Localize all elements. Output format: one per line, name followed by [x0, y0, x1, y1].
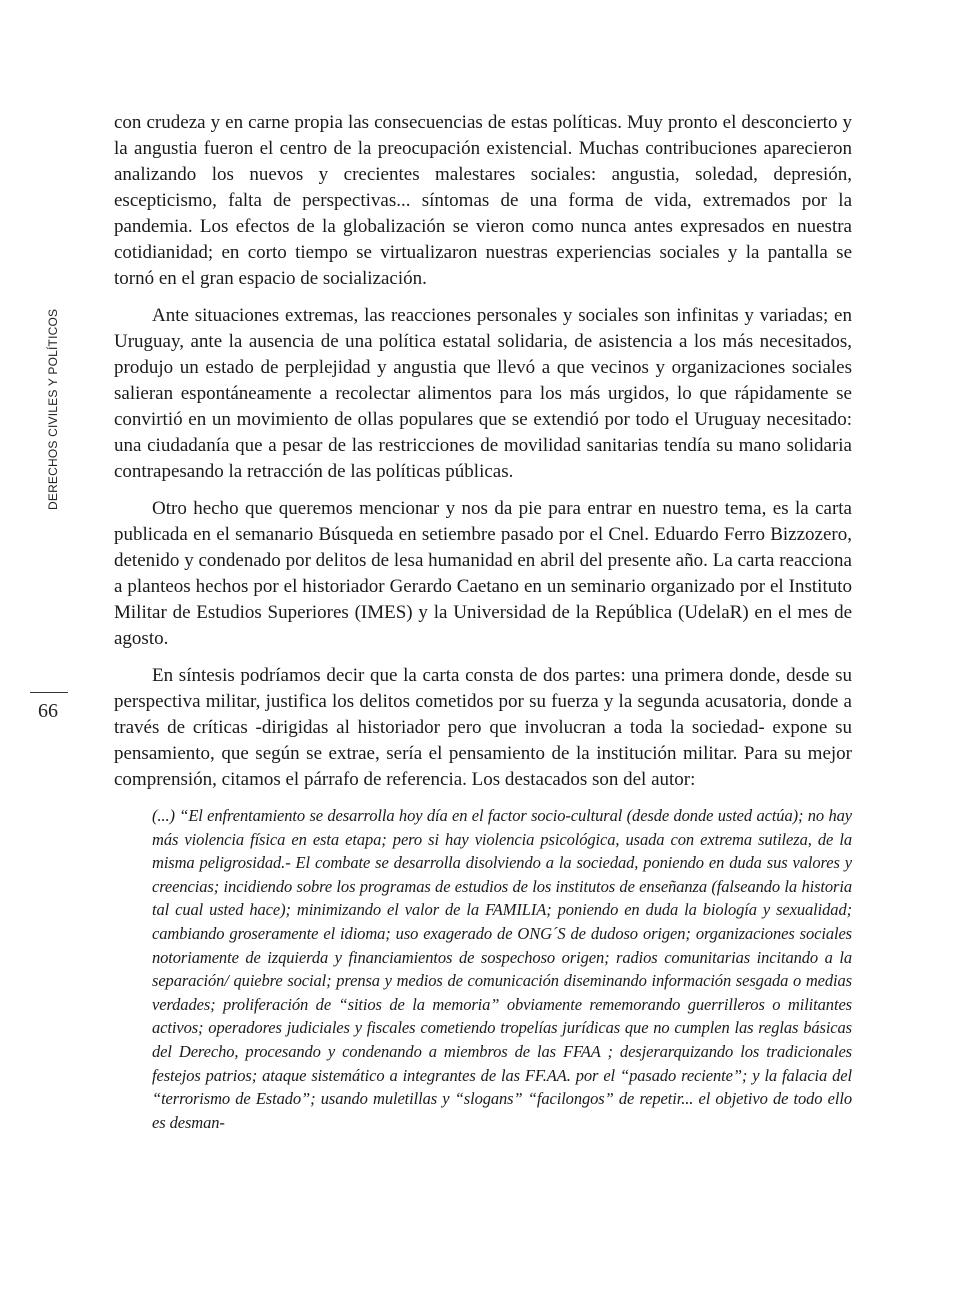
page-body: [114, 110, 852, 1134]
block-quote: (...) “El enfrentamiento se desarrolla hoy día en el factor socio-cultural (desde donde usted actúa); no hay más violencia física en esta etapa; pero si hay violencia psicológica, usada con extrema sutileza, de la misma peligrosidad.- El combate se desarrolla disolviendo a la sociedad, poniendo en duda sus valores y creencias; incidiendo sobre los programas de estudios de los institutos de enseñanza (falseando la historia tal cual usted hace); minimizando el valor de la FAMILIA; poniendo en duda la biología y sexualidad; cambiando groseramente el idioma; uso exagerado de ONG´S de dudoso origen; organizaciones sociales notoriamente de izquierda y financiamientos de sospechoso origen; radios comunitarias incitando a la separación/ quiebre social; prensa y medios de comunicación diseminando información sesgada o medias verdades; proliferación de “sitios de la memoria” obviamente rememorando guerrilleros o militantes activos; operadores judiciales y fiscales cometiendo tropelías jurídicas que no cumplen las reglas básicas del Derecho, procesando y condenando a miembros de las FFAA ; desjerarquizando los tradicionales festejos patrios; ataque sistemático a integrantes de las FF.AA. por el “pasado reciente”; y la falacia del “terrorismo de Estado”; usando muletillas y “slogans” “facilongos” de repetir... el objetivo de todo ello es desman-: [152, 806, 852, 1132]
paragraph: Otro hecho que queremos mencionar y nos da pie para entrar en nuestro tema, es la carta publicada en el semanario Búsqueda en setiembre pasado por el Cnel. Eduardo Ferro Bizzozero, detenido y condenado por delitos de lesa humanidad en abril del presente año. La carta reacciona a planteos hechos por el historiador Gerardo Caetano en un seminario organizado por el Instituto Militar de Estudios Superiores (IMES) y la Universidad de la República (UdelaR) en el mes de agosto.: [114, 498, 852, 649]
paragraph: En síntesis podríamos decir que la carta consta de dos partes: una primera donde, desde su perspectiva militar, justifica los delitos cometidos por su fuerza y la segunda acusatoria, donde a través de críticas -dirigidas al historiador pero que involucran a toda la sociedad- expone su pensamiento, que según se extrae, sería el pensamiento de la institución militar. Para su mejor comprensión, citamos el párrafo de referencia. Los destacados son del autor:: [114, 665, 852, 790]
running-section-title: DERECHOS CIVILES Y POLÍTICOS: [46, 308, 60, 510]
page-number: 66: [38, 700, 58, 722]
paragraph-continuation: con crudeza y en carne propia las consecuencias de estas políticas. Muy pronto el desconcierto y la angustia fueron el centro de la preocupación existencial. Muchas contribuciones aparecieron analizando los nuevos y crecientes malestares sociales: angustia, soledad, depresión, escepticismo, falta de perspectivas... síntomas de una forma de vida, extremados por la pandemia. Los efectos de la globalización se vieron como nunca antes expresados en nuestra cotidianidad; en corto tiempo se virtualizaron nuestras experiencias sociales y la pantalla se tornó en el gran espacio de socialización.: [114, 112, 852, 289]
paragraph: Ante situaciones extremas, las reacciones personales y sociales son infinitas y variadas; en Uruguay, ante la ausencia de una política estatal solidaria, de asistencia a los más necesitados, produjo un estado de perplejidad y angustia que llevó a que vecinos y organizaciones sociales salieran espontáneamente a recolectar alimentos para los más urgidos, lo que rápidamente se convirtió en un movimiento de ollas populares que se extendió por todo el Uruguay necesitado: una ciudadanía que a pesar de las restricciones de movilidad sanitarias tendía su mano solidaria contrapesando la retracción de las políticas públicas.: [114, 305, 852, 482]
page-number-rule: [30, 692, 68, 693]
